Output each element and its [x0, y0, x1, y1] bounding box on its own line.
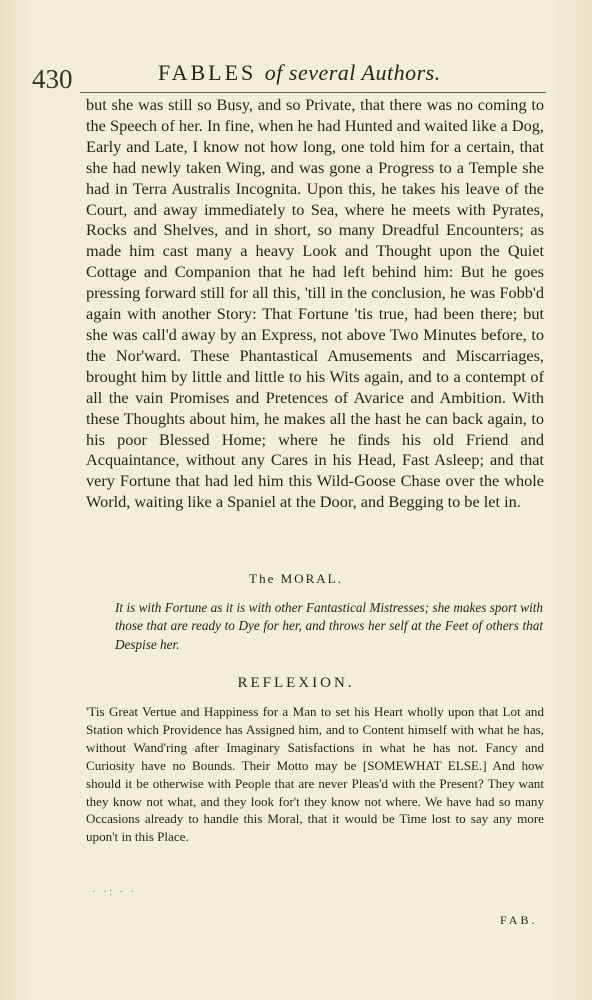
moral-heading: The MORAL. — [249, 571, 343, 586]
running-title — [158, 60, 441, 86]
header-rule — [80, 92, 546, 93]
fable-paragraph: but she was still so Busy, and so Private, that there was no coming to the Speech of her. In fine, when he had Hunted and waited like a Dog, Early and Late, I know not how long, one told him for a certain, that she had newly taken Wing, and was gone a Progress to a Temple she had in Terra Australis Incognita. Upon this, he takes his leave of the Court, and away immediately to Sea, where he meets with Pyrates, Rocks and Shelves, and in short, so many Dreadful Encounters; as made him cast many a heavy Look and Thought upon the Quiet Cottage and Companion that he had left behind him: But he goes pressing forward still for all this, 'till in the conclusion, he was Fobb'd again with another Story: That Fortune 'tis true, had been there; but she was call'd away by an Express, not above Two Minutes before, to the Nor'ward. These Phantastical Amusements and Miscarriages, brought him by little and little to his Wits again, and to a contempt of all the vain Promises and Pretences of Avarice and Ambition. With these Thoughts about him, he makes all the hast he can back again, to his poor Blessed Home; where he finds his old Friend and Acquaintance, without any Cares in his Head, Fast Asleep; and that very Fortune that had led him this Wild-Goose Chase over the whole World, waiting like a Spaniel at the Door, and Begging to be let in. — [86, 95, 544, 512]
reflexion-text: 'Tis Great Vertue and Happiness for a Man to set his Heart wholly upon that Lot and Station which Providence has Assigned him, and to Content himself with what he has, without Wand'ring after Imaginary Satisfactions in what he has not. Fancy and Curiosity have no Bounds. Their Motto may be [SOMEWHAT ELSE.] And how should it be otherwise with People that are never Pleas'd with the Present? They want they know not what, and they look for't they know not where. We have had so many Occasions already to handle this Moral, that it would be Time lost to say any more upon't in this Place. — [86, 704, 544, 845]
moral-text: It is with Fortune as it is with other Fantastical Mistresses; she makes sport with those that are ready to Dye for her, and throws her self at the Feet of others that Despise her. — [115, 600, 543, 652]
page-number: 430 — [32, 64, 73, 94]
running-title-main: FABLES — [158, 60, 257, 85]
running-header — [30, 56, 550, 96]
fable-body — [86, 95, 544, 513]
ink-smudge: · ·: · · — [92, 884, 137, 898]
reflexion-heading: REFLEXION. — [237, 675, 355, 691]
running-title-rest: of several Authors. — [264, 60, 441, 85]
catchword: FAB. — [500, 913, 538, 927]
